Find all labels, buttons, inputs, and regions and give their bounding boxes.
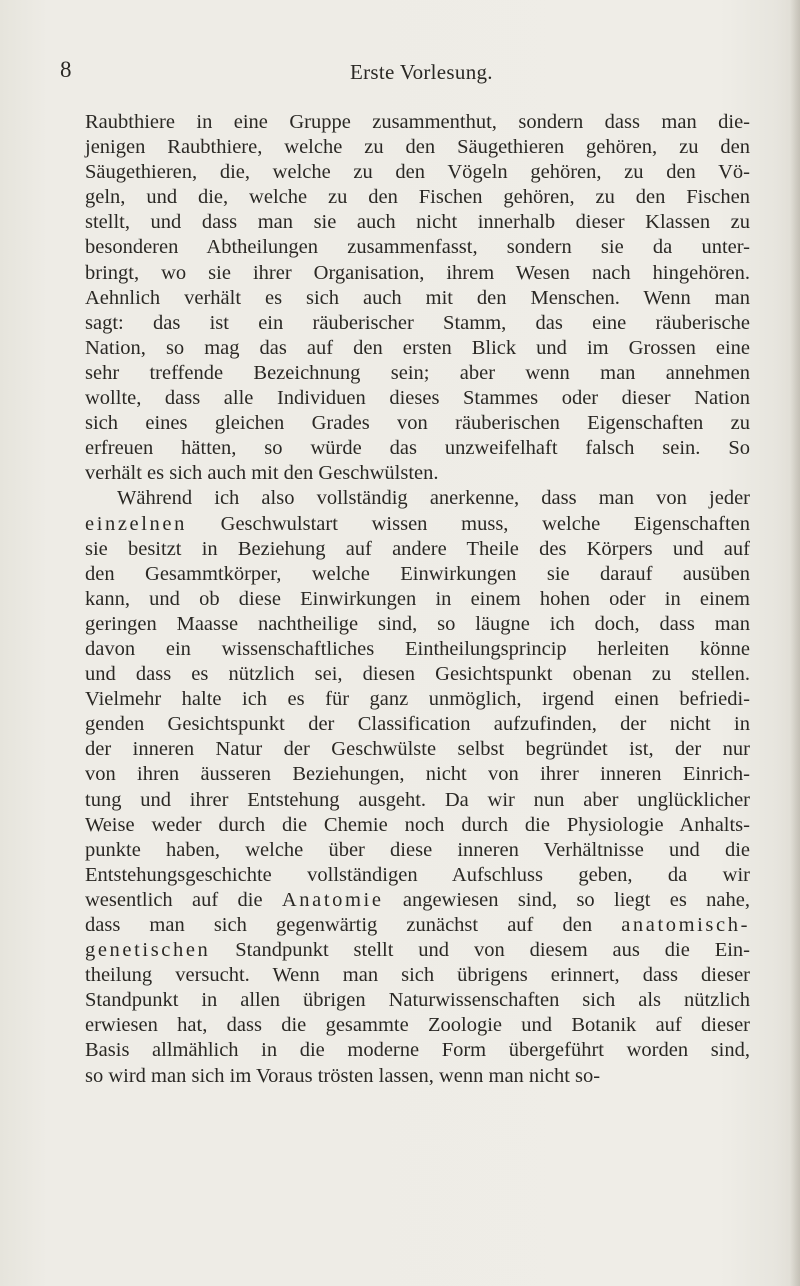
text-line: erfreuen hätten, so würde das unzweifelhaft falsch sein. So (85, 437, 750, 460)
text-line: den Gesammtkörper, welche Einwirkungen sie darauf ausüben (85, 562, 750, 585)
text-line: Aehnlich verhält es sich auch mit den Menschen. Wenn man (85, 286, 750, 309)
body-text (85, 110, 750, 1089)
text-line: tung und ihrer Entstehung ausgeht. Da wir nun aber unglücklicher (85, 788, 750, 811)
text-line: Weise weder durch die Chemie noch durch die Physiologie Anhalts- (85, 813, 750, 836)
text-line: sie besitzt in Beziehung auf andere Theile des Körpers und auf (85, 537, 750, 560)
page-header (60, 56, 750, 86)
text-line: der inneren Natur der Geschwülste selbst begründet ist, der nur (85, 738, 750, 761)
text-line: Entstehungsgeschichte vollständigen Aufschluss geben, da wir (85, 863, 750, 886)
text-line: genden Gesichtspunkt der Classification aufzufinden, der nicht in (85, 713, 750, 736)
text-line: jenigen Raubthiere, welche zu den Säugethieren gehören, zu den (85, 136, 750, 159)
emphasized-term: Anatomie (281, 888, 384, 911)
text-line: Basis allmählich in die moderne Form übergeführt worden sind, (85, 1039, 750, 1062)
text-line (85, 512, 750, 537)
text-line: Standpunkt in allen übrigen Naturwissenschaften sich als nützlich (85, 989, 750, 1012)
text-line: erwiesen hat, dass die gesammte Zoologie und Botanik auf dieser (85, 1014, 750, 1037)
text-line: wollte, dass alle Individuen dieses Stammes oder dieser Nation (85, 387, 750, 410)
text-line: sehr treffende Bezeichnung sein; aber wenn man annehmen (85, 361, 750, 384)
page-number: 8 (60, 57, 72, 82)
text-line: sagt: das ist ein räuberischer Stamm, das eine räuberische (85, 311, 750, 334)
text-line: und dass es nützlich sei, diesen Gesichtspunkt obenan zu stellen. (85, 663, 750, 686)
text-line: theilung versucht. Wenn man sich übrigens erinnert, dass dieser (85, 964, 750, 987)
text-line: sich eines gleichen Grades von räuberischen Eigenschaften zu (85, 412, 750, 435)
text-line: verhält es sich auch mit den Geschwülsten. (85, 462, 439, 485)
emphasized-term: einzelnen (85, 512, 187, 535)
text-line (85, 888, 750, 913)
text-line: Raubthiere in eine Gruppe zusammenthut, sondern dass man die- (85, 111, 750, 133)
page-edge-shadow (790, 0, 800, 1286)
text-line: davon ein wissenschaftliches Eintheilungsprincip herleiten könne (85, 637, 750, 660)
text-line: von ihren äusseren Beziehungen, nicht von ihrer inneren Einrich- (85, 763, 750, 786)
emphasized-term: genetischen (85, 939, 211, 962)
text-line: besonderen Abtheilungen zusammenfasst, sondern sie da unter- (85, 236, 750, 259)
text-line: bringt, wo sie ihrer Organisation, ihrem Wesen nach hingehören. (85, 261, 750, 284)
text-line: Säugethieren, die, welche zu den Vögeln gehören, zu den Vö- (85, 161, 750, 184)
emphasized-term: anatomisch- (621, 914, 750, 936)
text-segment: angewiesen sind, so liegt es nahe, (383, 888, 751, 911)
text-line: so wird man sich im Voraus trösten lassen, wenn man nicht so- (85, 1064, 601, 1087)
text-line: stellt, und dass man sie auch nicht innerhalb dieser Klassen zu (85, 211, 750, 234)
text-line: Vielmehr halte ich es für ganz unmöglich, irgend einen befriedi- (85, 688, 750, 711)
text-segment: dass man sich gegenwärtig zunächst auf den (85, 914, 622, 936)
text-line (85, 938, 750, 963)
running-head: Erste Vorlesung. (350, 60, 493, 84)
text-segment: wesentlich auf die (85, 888, 282, 911)
text-line: Nation, so mag das auf den ersten Blick und im Grossen eine (85, 336, 750, 359)
text-line: punkte haben, welche über diese inneren Verhältnisse und die (85, 838, 750, 861)
text-line: Während ich also vollständig anerkenne, dass man von jeder (117, 487, 750, 510)
text-line: geln, und die, welche zu den Fischen gehören, zu den Fischen (85, 186, 750, 209)
text-line: geringen Maasse nachtheilige sind, so läugne ich doch, dass man (85, 612, 750, 635)
text-line: kann, und ob diese Einwirkungen in einem hohen oder in einem (85, 587, 750, 610)
text-segment: Geschwulstart wissen muss, welche Eigenschaften (186, 512, 750, 535)
text-segment: Standpunkt stellt und von diesem aus die Ein- (210, 939, 750, 962)
text-line (85, 913, 750, 938)
